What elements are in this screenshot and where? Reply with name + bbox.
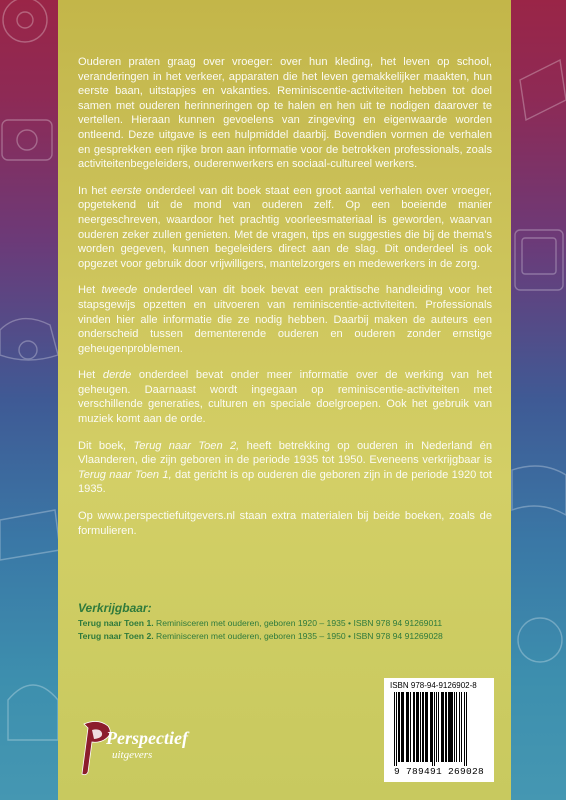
paragraph-intro: Ouderen praten graag over vroeger: over hun kleding, het leven op school, veranderingen in het verkeer, apparaten die het leven gemakkelijker maakten, hun eerste baan, uitstapjes en vakanties. Reminiscentie-activiteiten hebben tot doel samen met ouderen herinneringen op te halen en hen uit te nodigen daarover te vertellen. Hieraan kunnen gevoelens van zingeving en eigenwaarde worden ontleend. Deze uitgave is een hulpmiddel daarbij. Bovendien vormen de verhalen en gesprekken een rijke bron aan informatie voor de betrokken professionals, zoals activiteitenbegeleiders, ouderenwerkers en sociaal-cultureel werkers. (78, 56, 492, 171)
paragraph-website: Op www.perspectiefuitgevers.nl staan extra materialen bij beide boeken, zoals de formulieren. (78, 510, 492, 537)
book-details: Reminisceren met ouderen, geboren 1935 – 1950 • ISBN 978 94 91269028 (153, 631, 443, 641)
barcode (384, 678, 494, 782)
sketch-wheel (3, 0, 47, 42)
text-run: Het (78, 284, 102, 297)
emphasis: derde (102, 369, 132, 382)
book-title: Terug naar Toen 2, (133, 439, 240, 452)
book-title: Terug naar Toen 1. (78, 618, 154, 628)
paragraph-first-part (78, 184, 492, 272)
paragraph-third-part (78, 368, 492, 426)
text-run: dat gericht is op ouderen die geboren zijn in de periode 1920 tot 1935. (78, 468, 493, 496)
availability-heading: Verkrijgbaar: (78, 601, 152, 615)
text-run: Dit boek, (78, 439, 134, 452)
isbn-label: ISBN 978-94-9126902-8 (390, 681, 477, 690)
text-run: onderdeel van dit boek bevat een praktische handleiding voor het stapsgewijs opzetten en uitvoeren van reminiscentie-activiteiten. Professionals vinden hier alle informatie die ze nodig hebben. Daarbij maken de auteurs een onderscheid tussen dementerende ouderen en ouderen zonder ernstige geheugenproblemen. (78, 284, 492, 355)
text-run: In het (78, 184, 111, 197)
availability-section (78, 601, 498, 643)
availability-line-1 (78, 617, 498, 630)
book-details: Reminisceren met ouderen, geboren 1920 – 1935 • ISBN 978 94 91269011 (153, 618, 443, 628)
text-run: onderdeel bevat onder meer informatie over de werking van het geheugen. Daarnaast wordt ingegaan op reminiscentie-activiteiten met verschillende generaties, culturen en speciale doelgroepen. Ook het gebruik van muziek komt aan de orde. (78, 369, 492, 426)
blurb (78, 55, 492, 550)
publisher-subtitle: uitgevers (112, 749, 153, 761)
paragraph-second-part (78, 283, 492, 356)
paragraph-book-info (78, 439, 492, 497)
text-run: Het (78, 369, 103, 382)
text-run: onderdeel van dit boek staat een groot aantal verhalen over vroeger, opgetekend uit de mond van ouderen zelf. Op een boeiende manier neergeschreven, waardoor het prachtig voorleesmateriaal is geworden, waarvan ouderen zeker zullen genieten. Met de vragen, tips en suggesties die bij de thema’s worden gegeven, kunnen begeleiders direct aan de slag. Dit onderdeel is ook opgezet voor gebruik door vrijwilligers, mantelzorgers en medewerkers in de zorg. (78, 184, 492, 270)
sketch-box (0, 510, 60, 560)
availability-line-2 (78, 630, 498, 643)
emphasis: eerste (110, 184, 142, 197)
book-title: Terug naar Toen 1, (78, 468, 172, 481)
publisher-logo (78, 720, 188, 780)
sketch-telephone (0, 319, 58, 360)
text-run: heeft betrekking op ouderen in Nederland én Vlaanderen, die zijn geboren in de periode 1935 tot 1950. Eveneens verkrijgbaar is (78, 439, 492, 467)
sketch-wheel-right (518, 618, 562, 662)
sketch-radio (2, 120, 52, 160)
book-title: Terug naar Toen 2. (78, 631, 154, 641)
publisher-name: Perspectief (106, 728, 188, 748)
barcode-number: 9 789491 269028 (393, 766, 484, 777)
emphasis: tweede (101, 284, 138, 297)
